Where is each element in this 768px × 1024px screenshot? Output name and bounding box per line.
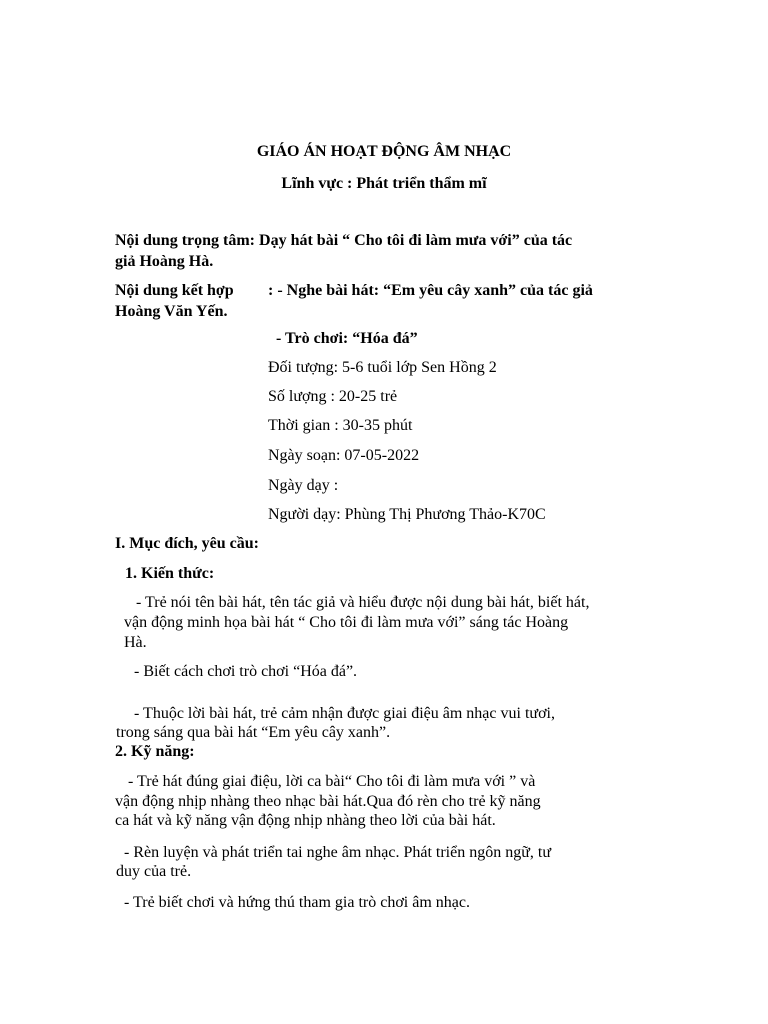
knowledge-p1-line-1: - Trẻ nói tên bài hát, tên tác giả và hiểu được nội dung bài hát, biết hát, [136,594,590,611]
skills-p1-line-3: ca hát và kỹ năng vận động nhịp nhàng theo lời của bài hát. [115,812,496,829]
skills-p1-line-1: - Trẻ hát đúng giai điệu, lời ca bài“ Cho tôi đi làm mưa với ” và [128,773,536,790]
knowledge-p1-line-3: Hà. [124,634,147,651]
skills-p1-line-2: vận động nhịp nhàng theo nhạc bài hát.Qua đó rèn cho trẻ kỹ năng [115,793,541,810]
skills-heading: 2. Kỹ năng: [115,743,195,760]
info-duration: Thời gian : 30-35 phút [268,417,413,434]
knowledge-p1-line-2: vận động minh họa bài hát “ Cho tôi đi làm mưa với” sáng tác Hoàng [124,614,569,631]
combined-content-line-2: Hoàng Văn Yến. [115,303,228,320]
info-target: Đối tượng: 5-6 tuổi lớp Sen Hồng 2 [268,359,497,376]
skills-p2-line-1: - Rèn luyện và phát triển tai nghe âm nhạc. Phát triển ngôn ngữ, tư [124,844,552,861]
document-title: GIÁO ÁN HOẠT ĐỘNG ÂM NHẠC [256,143,512,160]
knowledge-p3-line-1: - Thuộc lời bài hát, trẻ cảm nhận được giai điệu âm nhạc vui tươi, [134,705,555,722]
knowledge-heading: 1. Kiến thức: [125,565,215,582]
combined-game: - Trò chơi: “Hóa đá” [276,330,418,347]
skills-p3: - Trẻ biết chơi và hứng thú tham gia trò chơi âm nhạc. [124,894,470,911]
knowledge-p2: - Biết cách chơi trò chơi “Hóa đá”. [134,663,358,680]
focus-content-line-2: giả Hoàng Hà. [115,253,214,270]
focus-content-line-1: Nội dung trọng tâm: Dạy hát bài “ Cho tôi đi làm mưa với” của tác [115,232,573,249]
info-teacher: Người dạy: Phùng Thị Phương Thảo-K70C [268,506,546,523]
info-count: Số lượng : 20-25 trẻ [268,388,398,405]
info-prep-date: Ngày soạn: 07-05-2022 [268,447,420,464]
document-subtitle: Lĩnh vực : Phát triển thẩm mĩ [281,175,487,192]
info-teach-date: Ngày dạy : [268,477,339,494]
combined-content-label: Nội dung kết hợp [115,282,234,299]
section-1-heading: I. Mục đích, yêu cầu: [115,535,259,552]
combined-content-value: : - Nghe bài hát: “Em yêu cây xanh” của tác giả [268,282,593,299]
knowledge-p3-line-2: trong sáng qua bài hát “Em yêu cây xanh”. [116,724,391,741]
skills-p2-line-2: duy của trẻ. [116,863,192,880]
